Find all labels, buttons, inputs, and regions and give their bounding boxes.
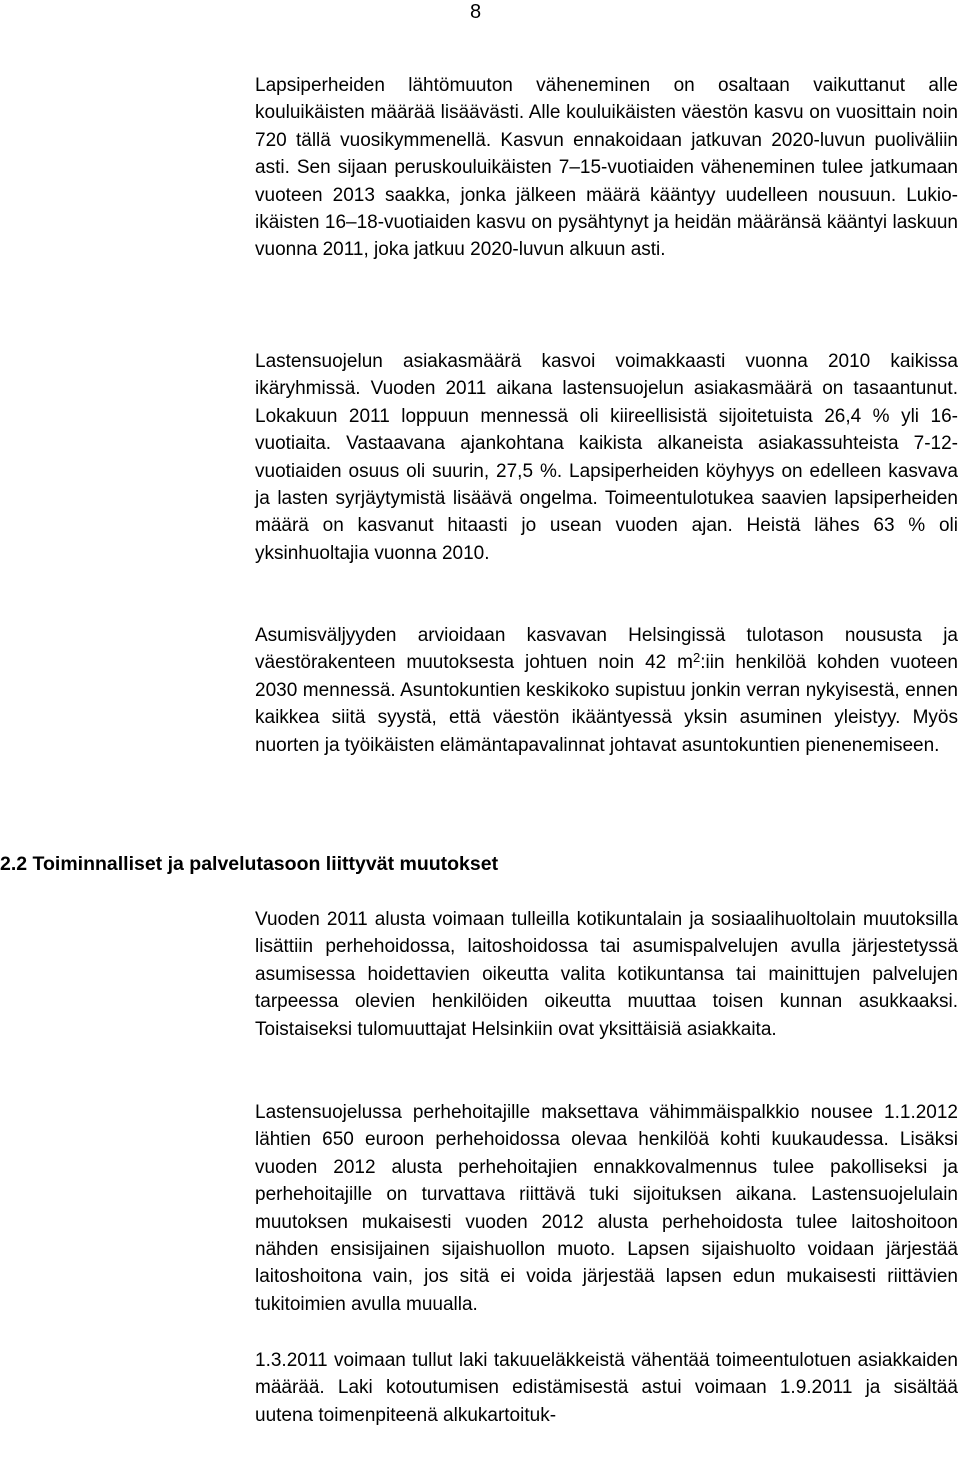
paragraph-child-population: Lapsiperheiden lähtömuuton väheneminen on osaltaan vaikuttanut alle kouluikäisten määrää lisäävästi. Alle kouluikäisten väestön kasvu on vuosittain noin 720 tällä vuosikymmenellä. Kasvun ennakoidaan jatkuvan 2020-luvun puoliväliin asti. Sen sijaan peruskouluikäisten 7–15-vuotiaiden väheneminen tulee jatkumaan vuoteen 2013 saakka, jonka jälkeen määrä kääntyy uudelleen nousuun. Lukio-ikäisten 16–18-vuotiaiden kasvu on pysähtynyt ja heidän määränsä kääntyi laskuun vuonna 2011, joka jatkuu 2020-luvun alkuun asti. — [255, 75, 958, 261]
page-number: 8 — [470, 1, 482, 23]
paragraph-housing-density — [255, 622, 958, 759]
paragraph-municipality-law: Vuoden 2011 alusta voimaan tulleilla kotikuntalain ja sosiaalihuoltolain muutoksilla lisättiin perhehoidossa, laitoshoidossa tai asumispalvelujen avulla järjestetyssä asumisessa hoidettavien oikeutta valita kotikuntansa tai mainittujen palvelujen tarpeessa olevien henkilöiden oikeutta muuttaa toisen kunnan asukkaaksi. Toistaiseksi tulomuuttajat Helsinkiin ovat yksittäisiä asiakkaita. — [255, 909, 958, 1040]
paragraph-foster-care: Lastensuojelussa perhehoitajille maksettava vähimmäispalkkio nousee 1.1.2012 lähtien 650 euroon perhehoidossa olevaa henkilöä kohti kuukaudessa. Lisäksi vuoden 2012 alusta perhehoitajien ennakkovalmennus tulee pakolliseksi ja perhehoitajille on turvattava riittävä tuki sijoituksen aikana. Lastensuojelulain muutoksen mukaisesti vuoden 2012 alusta perhehoidosta tulee laitoshoitoon nähden ensisijainen sijaishuollon muoto. Lapsen sijaishuolto voidaan järjestää laitoshoitona vain, jos sitä ei voida järjestää lapsen edun mukaisesti riittävien tukitoimien avulla muualla. — [255, 1102, 958, 1315]
paragraph-child-welfare: Lastensuojelun asiakasmäärä kasvoi voimakkaasti vuonna 2010 kaikissa ikäryhmissä. Vuoden 2011 aikana lastensuojelun asiakasmäärä on tasaantunut. Lokakuun 2011 loppuun mennessä oli kiireellisistä sijoitetuista 26,4 % yli 16-vuotiaita. Vastaavana ajankohtana kaikista alkaneista asiakassuhteista 7-12-vuotiaiden osuus oli suurin, 27,5 %. Lapsiperheiden köyhyys on edelleen kasvava ja lasten syrjäytymistä lisäävä ongelma. Toimeentulotukea saavien lapsiperheiden määrä on kasvanut hitaasti jo usean vuoden ajan. Heistä lähes 63 % oli yksinhuoltajia vuonna 2010. — [255, 351, 958, 564]
superscript-squared: 2 — [693, 650, 701, 666]
paragraph-guarantee-pension: 1.3.2011 voimaan tullut laki takuueläkkeistä vähentää toimeentulotuen asiakkaiden määrää. Laki kotoutumisen edistämisestä astui voimaan 1.9.2011 ja sisältää uutena toimenpiteenä alkukartoituk- — [255, 1350, 958, 1426]
section-heading: 2.2 Toiminnalliset ja palvelutasoon liittyvät muutokset — [0, 853, 499, 875]
paragraph-housing-text-end: :iin henkilöä kohden vuoteen 2030 mennessä. Asuntokuntien keskikoko supistuu jonkin verran nykyisestä, ennen kaikkea siitä syystä, että väestön ikääntyessä yksin asuminen yleistyy. Myös nuorten ja työikäisten elämäntapavalinnat johtavat asuntokuntien pienenemiseen. — [255, 652, 958, 756]
paragraph-housing-text-start: Asumisväljyyden arvioidaan kasvavan Helsingissä tulotason noususta ja väestörakenteen muutoksesta johtuen noin 42 m — [255, 625, 958, 674]
